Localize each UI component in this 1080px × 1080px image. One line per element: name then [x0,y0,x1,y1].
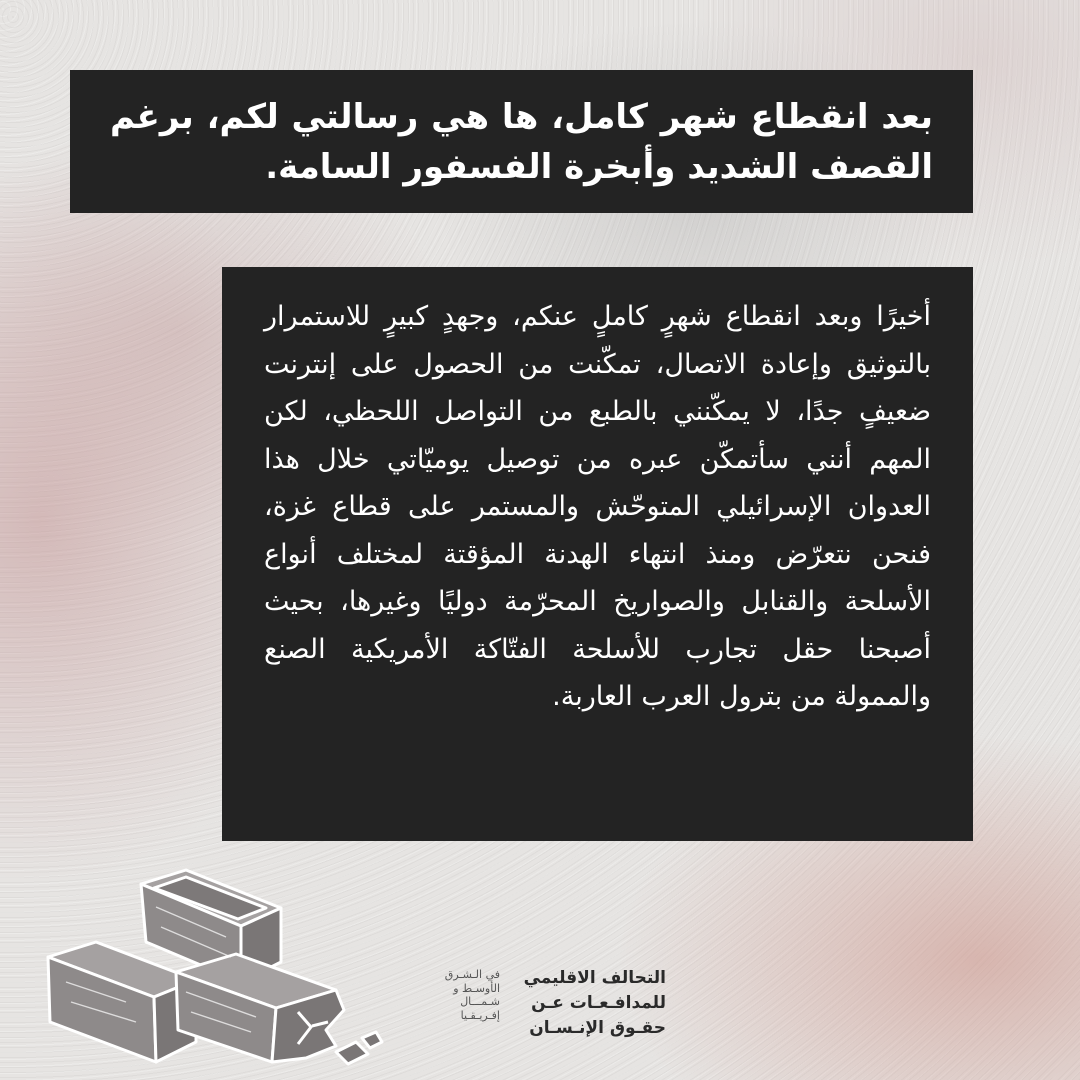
headline-text: بعد انقطاع شهر كامل، ها هي رسالتي لكم، برغم القصف الشديد وأبخرة الفسفور السامة. [110,97,933,187]
logo-sub-3: شـمـــال [460,995,500,1008]
logo-line-1: التحالف الاقليمي [523,968,666,988]
logo-main-text [506,966,666,1041]
body-text: أخيرًا وبعد انقطاع شهرٍ كاملٍ عنكم، وجهدٍ كبيرٍ للاستمرار بالتوثيق وإعادة الاتصال، تمكّنت من الحصول على إنترنت ضعيفٍ جدًا، لا يمكّنني بالطبع من التواصل اللحظي، لكن المهم أنني سأتمكّن عبره من توصيل يوميّاتي خلال هذا العدوان الإسرائيلي المتوحّش والمستمر على قطاع غزة، فنحن نتعرّض ومنذ انتهاء الهدنة المؤقتة لمختلف أنواع الأسلحة والقنابل والصواريخ المحرّمة دوليًا وغيرها، بحيث أصبحنا حقل تجارب للأسلحة الفتّاكة الأمريكية الصنع والممولة من بترول العرب العاربة. [264,301,931,712]
logo-sub-1: في الـشـرق [444,968,500,981]
logo-sub-text [410,968,500,1022]
bricks-illustration [36,862,396,1072]
logo-line-2: للمدافـعـات عـن [531,993,666,1013]
logo-sub-2: الأوسـط و [453,981,500,995]
body-text-box [222,267,973,841]
headline-box [70,70,973,213]
logo-sub-4: إفـريـقـيا [460,1008,500,1022]
logo-line-3: حقـوق الإنـسـان [529,1018,666,1038]
organization-logo [410,966,666,1056]
